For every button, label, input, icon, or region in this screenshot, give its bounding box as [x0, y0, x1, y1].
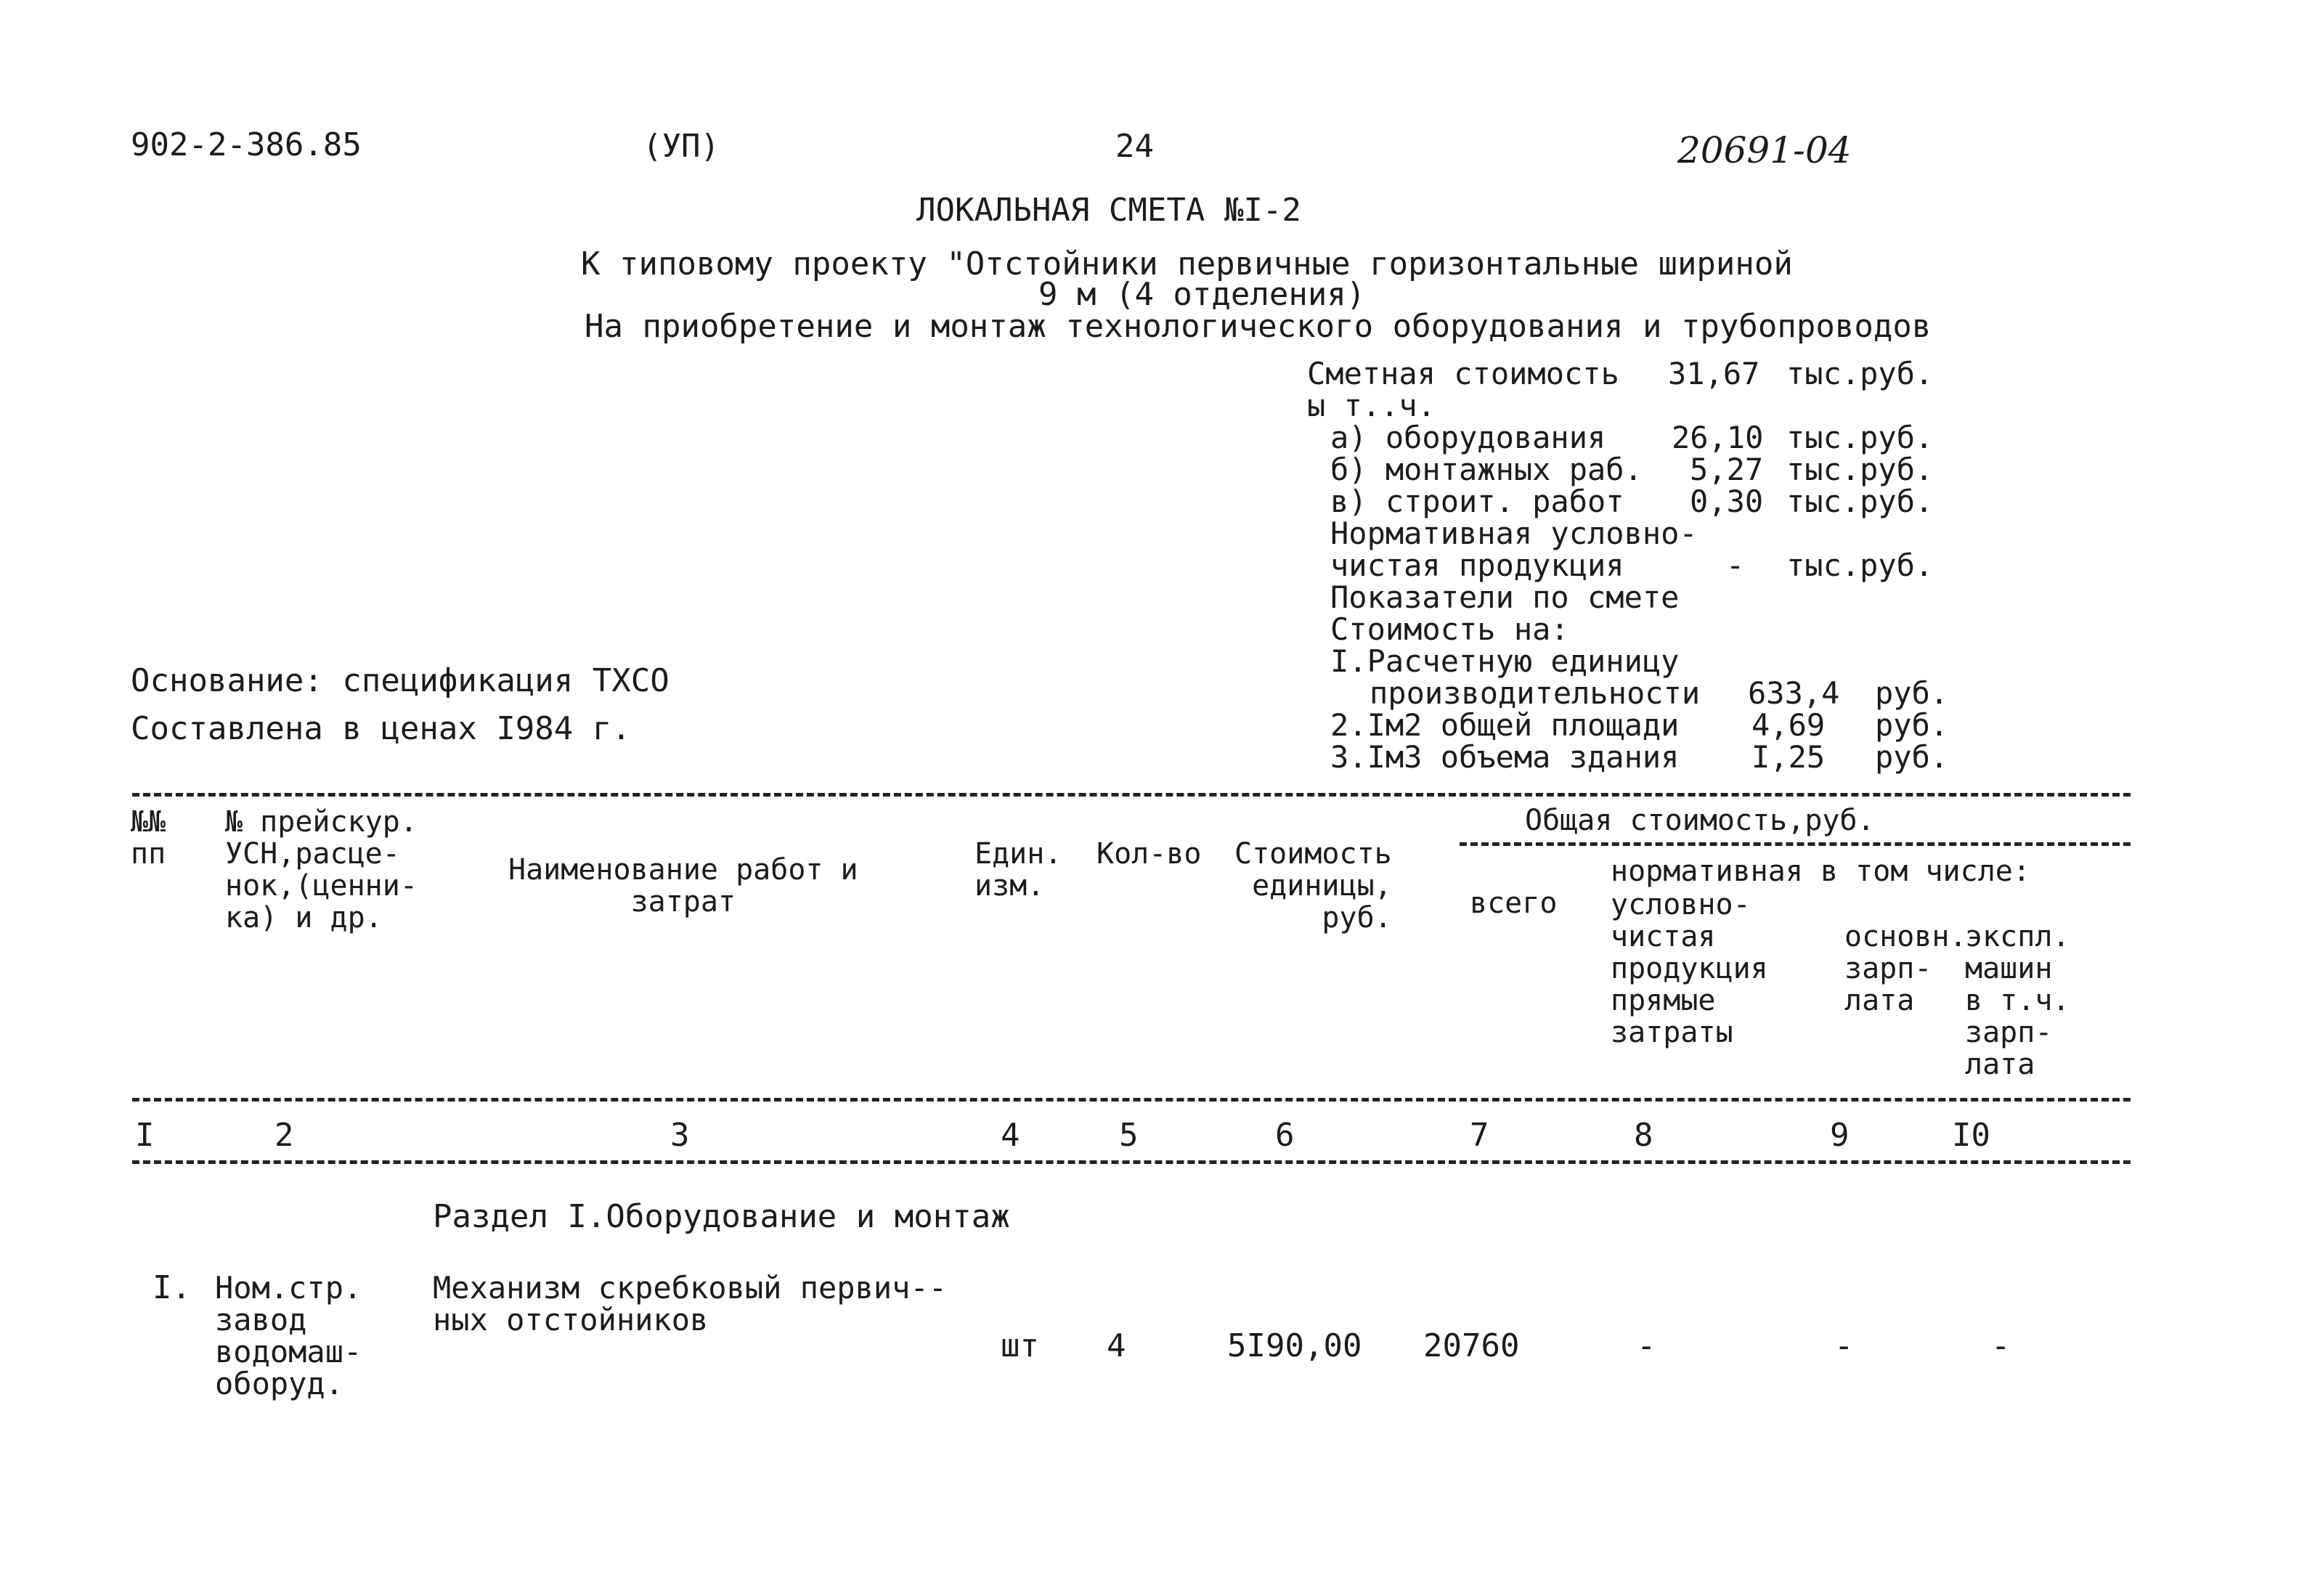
column-number: I: [135, 1117, 155, 1154]
estimate-purpose: На приобретение и монтаж технологического оборудования и трубопроводов: [585, 308, 1932, 345]
header-col4: Един. изм.: [974, 837, 1062, 903]
indicator2-value: 4,69: [1751, 707, 1826, 743]
column-number: 6: [1275, 1117, 1295, 1154]
indicator3-value: I,25: [1751, 739, 1826, 775]
basis-text: Основание: спецификация ТХСО: [131, 662, 670, 699]
indicators-label: Показатели по смете: [1330, 579, 1680, 615]
project-title-line1: К типовому проекту "Отстойники первичные горизонтальные шириной: [581, 245, 1793, 282]
equipment-value: 26,10: [1672, 420, 1764, 455]
header-col8: условно- чистая продукция прямые затраты: [1611, 888, 1768, 1049]
equipment-label: а) оборудования: [1330, 420, 1606, 455]
construction-label: в) строит. работ: [1330, 484, 1624, 519]
row-reference: Ном.стр. завод водомаш- оборуд.: [215, 1270, 362, 1401]
row-number: I.: [152, 1269, 191, 1306]
column-number: 8: [1634, 1117, 1653, 1154]
indicator2-label: 2.Iм2 общей площади: [1330, 707, 1680, 743]
row-unit: шт: [1001, 1327, 1039, 1364]
inventory-number: 20691-04: [1677, 129, 1852, 171]
header-col1: №№ пп: [131, 805, 166, 871]
indicator3-unit: руб.: [1875, 739, 1949, 775]
installation-label: б) монтажных раб.: [1330, 452, 1643, 487]
page-number: 24: [1115, 128, 1154, 165]
row-unit-cost: 5I90,00: [1227, 1327, 1362, 1364]
estimated-cost-label: Сметная стоимость: [1307, 356, 1619, 391]
cost-on-label: Стоимость на:: [1330, 611, 1569, 647]
header-col6: Стоимость единицы, руб.: [1234, 837, 1392, 935]
estimated-cost-value: 31,67: [1668, 356, 1760, 391]
construction-value: 0,30: [1690, 484, 1764, 519]
construction-unit: тыс.руб.: [1786, 484, 1934, 519]
installation-unit: тыс.руб.: [1786, 452, 1934, 487]
indicator1-value: 633,4: [1748, 675, 1840, 711]
header-col7: всего: [1470, 887, 1558, 920]
prices-text: Составлена в ценах I984 г.: [131, 710, 631, 747]
column-number: 9: [1830, 1117, 1850, 1154]
header-col10: экспл. машин в т.ч. зарп- лата: [1965, 920, 2070, 1081]
total-group-underline: [1460, 842, 2131, 846]
header-bottom-divider: [132, 1098, 2131, 1102]
table-top-divider: [132, 793, 2131, 797]
row-col10: -: [1991, 1327, 2011, 1364]
row-quantity: 4: [1107, 1327, 1126, 1364]
section-title: Раздел I.Оборудование и монтаж: [433, 1198, 1010, 1235]
indicator2-unit: руб.: [1875, 707, 1949, 743]
normative-line2: чистая продукция: [1330, 547, 1624, 583]
header-col5: Кол-во: [1096, 837, 1202, 871]
estimated-cost-unit: тыс.руб.: [1786, 356, 1934, 391]
row-total: 20760: [1423, 1327, 1520, 1364]
row-col8: -: [1637, 1327, 1656, 1364]
indicator1-unit: руб.: [1875, 675, 1949, 711]
normative-value: -: [1726, 547, 1745, 583]
column-number: 5: [1119, 1117, 1139, 1154]
including-label: ы т..ч.: [1307, 388, 1436, 423]
project-title-line2: 9 м (4 отделения): [1038, 276, 1366, 313]
header-col8-group: нормативная в том числе:: [1611, 855, 2030, 888]
document-code: 902-2-386.85: [131, 126, 362, 163]
indicator1-line1: I.Расчетную единицу: [1330, 643, 1680, 679]
column-number: 3: [670, 1117, 690, 1154]
normative-line1: Нормативная условно-: [1330, 516, 1698, 551]
column-number: 4: [1001, 1117, 1020, 1154]
header-col9: основн. зарп- лата: [1844, 920, 1967, 1017]
equipment-unit: тыс.руб.: [1786, 420, 1934, 455]
header-col3: Наименование работ и затрат: [508, 853, 858, 919]
header-col2: № прейскур. УСН,расце- нок,(ценни- ка) и др.: [225, 805, 418, 935]
indicator3-label: 3.Iм3 объема здания: [1330, 739, 1680, 775]
row-col9: -: [1834, 1327, 1854, 1364]
volume-label: (УП): [643, 128, 720, 165]
row-name: Механизм скребковый первич-- ных отстойников: [433, 1270, 948, 1338]
indicator1-line2: производительности: [1370, 675, 1701, 711]
column-number: I0: [1952, 1117, 1990, 1154]
header-total-group: Общая стоимость,руб.: [1525, 804, 1875, 837]
estimate-title: ЛОКАЛЬНАЯ СМЕТА №I-2: [916, 192, 1301, 229]
installation-value: 5,27: [1690, 452, 1764, 487]
column-numbers-divider: [132, 1160, 2131, 1164]
column-number: 7: [1470, 1117, 1489, 1154]
normative-unit: тыс.руб.: [1786, 547, 1934, 583]
column-number: 2: [274, 1117, 294, 1154]
